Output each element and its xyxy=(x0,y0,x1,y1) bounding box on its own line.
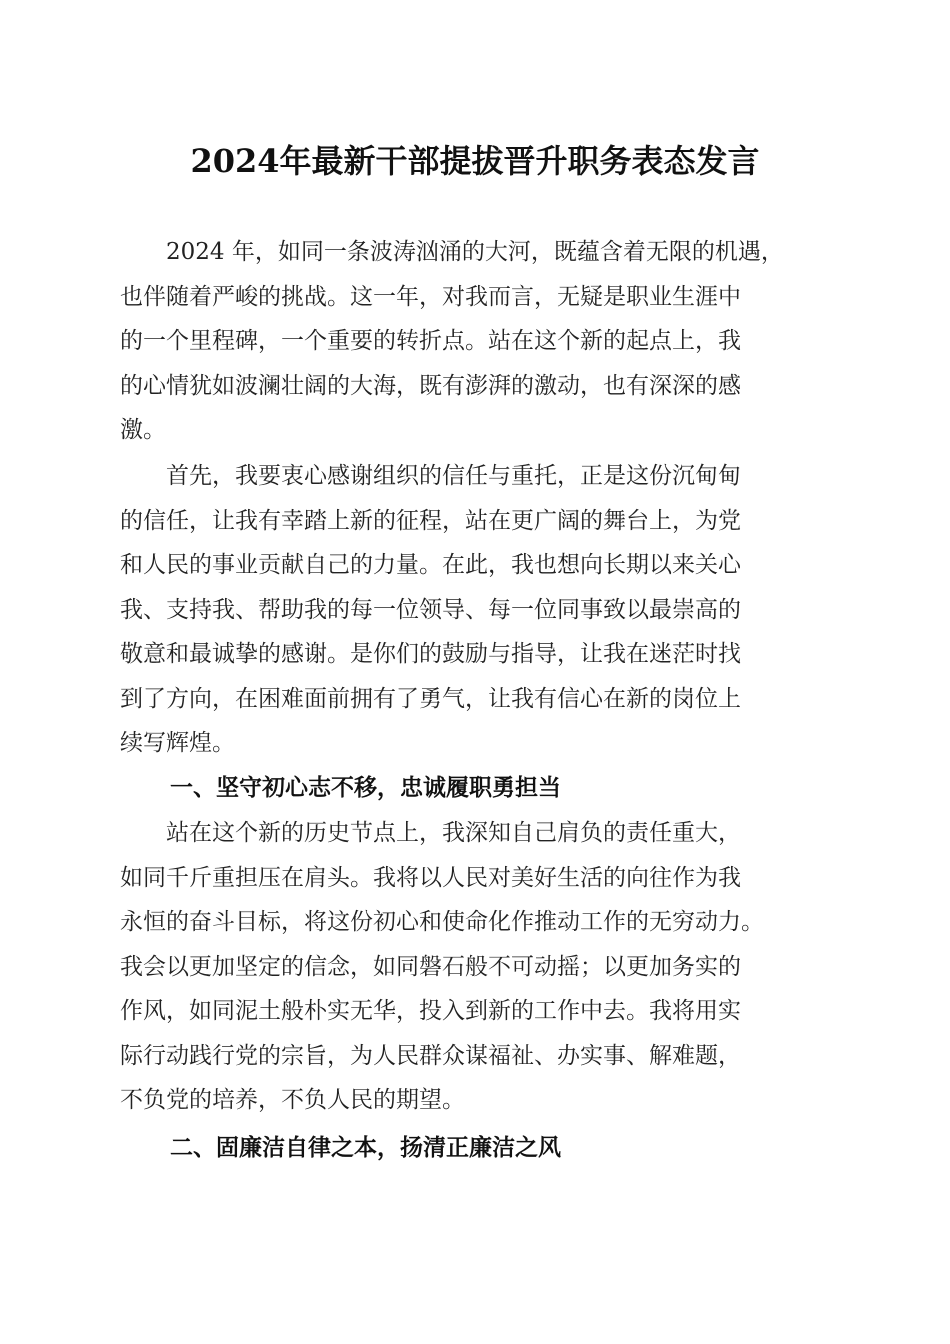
paragraph-line: 的心情犹如波澜壮阔的大海，既有澎湃的激动，也有深深的感 xyxy=(120,372,741,399)
paragraph-line: 不负党的培养，不负人民的期望。 xyxy=(120,1087,465,1113)
paragraph-line: 的信任，让我有幸踏上新的征程，站在更广阔的舞台上，为党 xyxy=(120,507,741,534)
paragraph-line: 和人民的事业贡献自己的力量。在此，我也想向长期以来关心 xyxy=(120,552,741,578)
paragraph-line: 我、支持我、帮助我的每一位领导、每一位同事致以最崇高的 xyxy=(120,596,741,623)
paragraph-intro xyxy=(120,230,832,453)
paragraph-line: 2024 年，如同一条波涛汹涌的大河，既蕴含着无限的机遇， xyxy=(120,239,784,265)
paragraph-thanks xyxy=(120,454,832,766)
paragraph-line: 如同千斤重担压在肩头。我将以人民对美好生活的向往作为我 xyxy=(120,864,741,891)
paragraph-line: 我会以更加坚定的信念，如同磐石般不可动摇；以更加务实的 xyxy=(120,953,741,980)
paragraph-line: 站在这个新的历史节点上，我深知自己肩负的责任重大， xyxy=(120,820,741,846)
paragraph-line: 也伴随着严峻的挑战。这一年，对我而言，无疑是职业生涯中 xyxy=(120,283,741,310)
paragraph-line: 永恒的奋斗目标，将这份初心和使命化作推动工作的无穷动力。 xyxy=(120,909,764,935)
paragraph-commitment xyxy=(120,811,832,1123)
section-heading-2: 二、固廉洁自律之本，扬清正廉洁之风 xyxy=(170,1135,561,1161)
paragraph-line: 敬意和最诚挚的感谢。是你们的鼓励与指导，让我在迷茫时找 xyxy=(120,641,741,667)
section-heading-1: 一、坚守初心志不移，忠诚履职勇担当 xyxy=(170,775,561,801)
paragraph-line: 的一个里程碑，一个重要的转折点。站在这个新的起点上，我 xyxy=(120,328,741,354)
paragraph-line: 续写辉煌。 xyxy=(120,730,235,756)
paragraph-line: 首先，我要衷心感谢组织的信任与重托，正是这份沉甸甸 xyxy=(120,463,741,489)
paragraph-line: 激。 xyxy=(120,417,166,443)
paragraph-line: 作风，如同泥土般朴实无华，投入到新的工作中去。我将用实 xyxy=(120,998,741,1024)
document-title: 2024年最新干部提拔晋升职务表态发言 xyxy=(190,142,760,180)
paragraph-line: 到了方向，在困难面前拥有了勇气，让我有信心在新的岗位上 xyxy=(120,685,741,712)
paragraph-line: 际行动践行党的宗旨，为人民群众谋福祉、办实事、解难题， xyxy=(120,1042,741,1069)
